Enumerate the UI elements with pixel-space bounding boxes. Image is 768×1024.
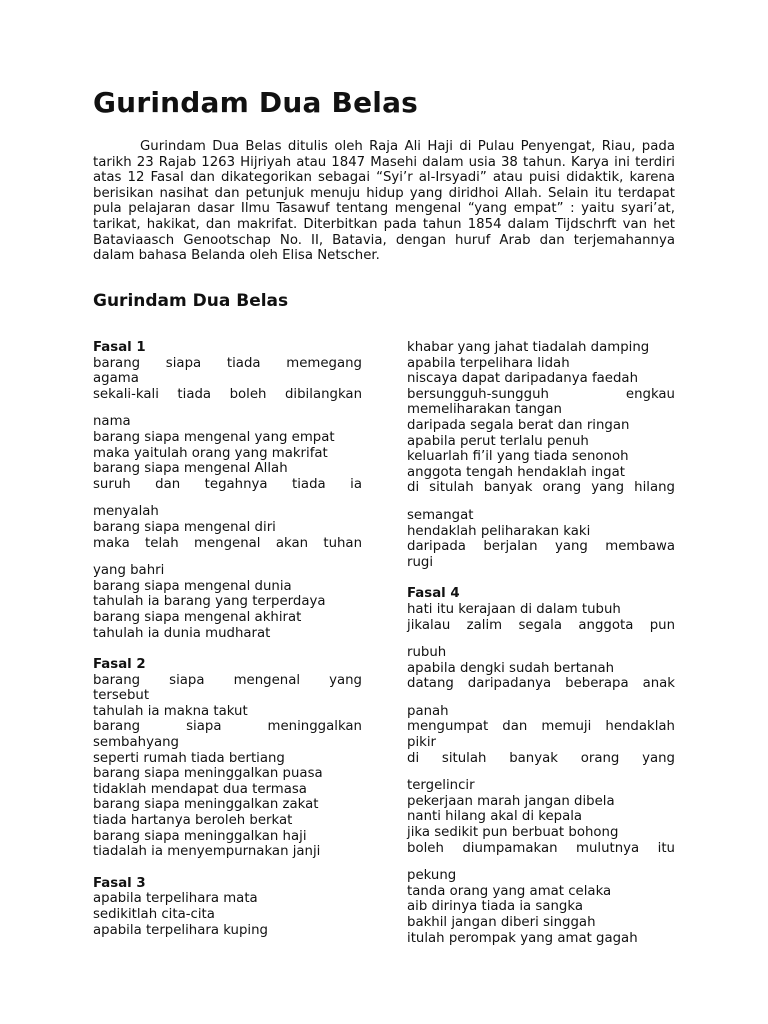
poem-line: jikalau zalim segala anggota pun	[407, 617, 675, 633]
poem-line-wrap: agama	[93, 371, 139, 387]
fasal-1-heading: Fasal 1	[93, 340, 146, 355]
poem-line: tiada hartanya beroleh berkat	[93, 813, 293, 829]
poem-line: tahulah ia makna takut	[93, 703, 248, 719]
poem-line: barang siapa meninggalkan	[93, 719, 362, 735]
poem-line: barang siapa mengenal yang empat	[93, 429, 335, 445]
poem-line: sekali-kali tiada boleh dibilangkan	[93, 386, 362, 402]
poem-line-wrap: semangat	[407, 507, 474, 523]
poem-line: barang siapa meninggalkan haji	[93, 828, 307, 844]
poem-line: daripada segala berat dan ringan	[407, 417, 630, 433]
poem-line: pekerjaan marah jangan dibela	[407, 793, 615, 809]
poem-line: aib dirinya tiada ia sangka	[407, 899, 583, 915]
poem-line: barang siapa mengenal akhirat	[93, 609, 302, 625]
poem-line: jika sedikit pun berbuat bohong	[407, 825, 619, 841]
poem-line: barang siapa meninggalkan puasa	[93, 766, 323, 782]
poem-line: sedikitlah cita-cita	[93, 907, 215, 922]
poem-line-wrap: tergelincir	[407, 778, 475, 794]
poem-line: apabila perut terlalu penuh	[407, 433, 589, 449]
poem-line: hendaklah peliharakan kaki	[407, 523, 591, 539]
fasal-4-heading: Fasal 4	[407, 586, 460, 602]
section-heading: Gurindam Dua Belas	[93, 291, 289, 311]
poem-line: itulah perompak yang amat gagah	[407, 930, 638, 946]
poem-line: datang daripadanya beberapa anak	[407, 676, 675, 692]
poem-line-wrap: tersebut	[93, 688, 150, 704]
poem-line-wrap: rubuh	[407, 645, 447, 661]
poem-line: di situlah banyak orang yang hilang	[407, 480, 675, 496]
poem-line-wrap: pikir	[407, 735, 436, 751]
poem-line: barang siapa mengenal Allah	[93, 461, 288, 477]
poem-line: niscaya dapat daripadanya faedah	[407, 371, 638, 387]
poem-line-wrap: menyalah	[93, 504, 159, 520]
document-title: Gurindam Dua Belas	[93, 86, 419, 119]
poem-line: barang siapa meninggalkan zakat	[93, 797, 319, 813]
intro-paragraph	[93, 139, 675, 264]
poem-line: maka telah mengenal akan tuhan	[93, 535, 362, 551]
poem-column-left	[93, 340, 362, 938]
poem-line-wrap: rugi	[407, 554, 434, 570]
poem-line: seperti rumah tiada bertiang	[93, 750, 285, 766]
poem-column-right	[407, 340, 675, 946]
poem-line: apabila terpelihara mata	[93, 891, 258, 907]
poem-line-wrap: nama	[93, 414, 131, 430]
poem-line: tanda orang yang amat celaka	[407, 883, 612, 899]
poem-line: maka yaitulah orang yang makrifat	[93, 445, 328, 461]
poem-line: tahulah ia barang yang terperdaya	[93, 594, 326, 610]
fasal-2-heading: Fasal 2	[93, 657, 146, 673]
poem-line-wrap: pekung	[407, 868, 457, 884]
poem-line-wrap: yang bahri	[93, 563, 165, 579]
poem-line: barang siapa tiada memegang	[93, 355, 362, 371]
poem-line: tiadalah ia menyempurnakan janji	[93, 844, 321, 860]
poem-line: khabar yang jahat tiadalah damping	[407, 340, 650, 355]
fasal-3-heading: Fasal 3	[93, 875, 146, 891]
poem-line-wrap: panah	[407, 703, 449, 719]
poem-line-wrap: sembahyang	[93, 735, 179, 751]
poem-line: nanti hilang akal di kepala	[407, 809, 583, 825]
poem-line: anggota tengah hendaklah ingat	[407, 464, 625, 480]
poem-line: di situlah banyak orang yang	[407, 750, 675, 766]
poem-line: mengumpat dan memuji hendaklah	[407, 719, 675, 735]
poem-line: bakhil jangan diberi singgah	[407, 915, 596, 930]
intro-text: Gurindam Dua Belas ditulis oleh Raja Ali Haji di Pulau Penyengat, Riau, pada tarikh 23 Rajab 1263 Hijriyah atau 1847 Masehi dalam usia 38 tahun. Karya ini terdiri atas 12 Fasal dan dikategorikan sebagai “Syi’r al-Irsyadi” atau puisi didaktik, karena berisikan nasihat dan petunjuk menuju hidup yang diridhoi Allah. Selain itu terdapat pula pelajaran dasar Ilmu Tasawuf tentang mengenal “yang empat” : yaitu syari’at, tarikat, hakikat, dan makrifat. Diterbitkan pada tahun 1854 dalam Tijdschrft van het Bataviaasch Genootschap No. II, Batavia, dengan huruf Arab dan terjemahannya dalam bahasa Belanda oleh Elisa Netscher.	[93, 139, 675, 264]
poem-line: keluarlah fi’il yang tiada senonoh	[407, 449, 629, 465]
poem-line: bersungguh-sungguh engkau	[407, 386, 675, 402]
poem-line: tahulah ia dunia mudharat	[93, 625, 271, 641]
poem-line: barang siapa mengenal diri	[93, 519, 276, 535]
poem-line: daripada berjalan yang membawa	[407, 539, 675, 555]
poem-line-wrap: memeliharakan tangan	[407, 402, 562, 418]
poem-line: apabila terpelihara lidah	[407, 355, 570, 371]
poem-line: suruh dan tegahnya tiada ia	[93, 476, 362, 492]
poem-line: apabila dengki sudah bertanah	[407, 660, 615, 676]
poem-line: tidaklah mendapat dua termasa	[93, 781, 307, 797]
poem-line: hati itu kerajaan di dalam tubuh	[407, 601, 621, 617]
poem-line: apabila terpelihara kuping	[93, 922, 268, 938]
poem-line: boleh diumpamakan mulutnya itu	[407, 840, 675, 856]
poem-line: barang siapa mengenal dunia	[93, 578, 292, 594]
poem-line: barang siapa mengenal yang	[93, 672, 362, 688]
